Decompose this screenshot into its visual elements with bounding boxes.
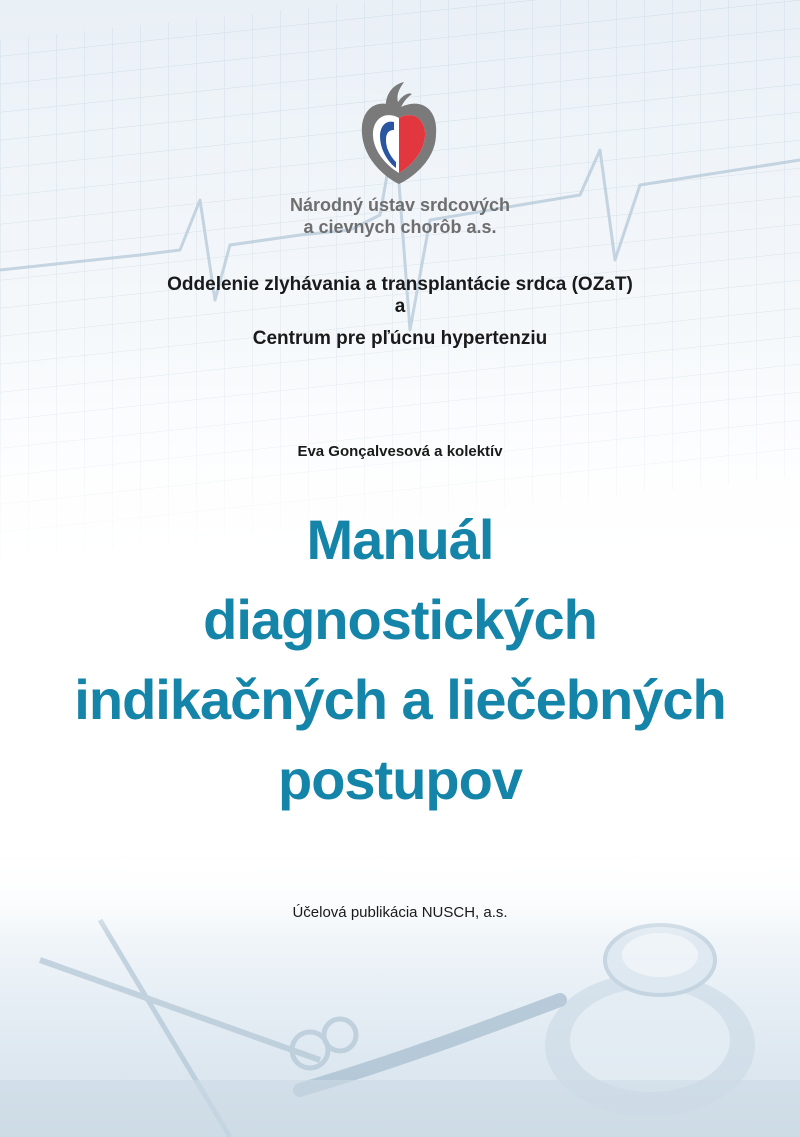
department-line2: Centrum pre pľúcnu hypertenziu: [252, 328, 548, 349]
department-line1: Oddelenie zlyhávania a transplantácie srdca (OZaT): [167, 274, 633, 295]
author: Eva Gonçalvesová a kolektív: [297, 443, 503, 460]
title-line3: indikačných a liečebných: [74, 668, 726, 731]
department-connector: a: [394, 296, 406, 317]
organization-name-line1: Národný ústav srdcových: [289, 195, 511, 215]
title-line4: postupov: [278, 748, 522, 811]
heart-logo-icon: [356, 78, 442, 186]
organization-name-line2: a cievnych chorôb a.s.: [303, 217, 497, 237]
title-line2: diagnostických: [203, 588, 597, 651]
publisher: Účelová publikácia NUSCH, a.s.: [292, 904, 508, 921]
title-line1: Manuál: [306, 508, 494, 571]
bottom-fade: [0, 860, 800, 1020]
